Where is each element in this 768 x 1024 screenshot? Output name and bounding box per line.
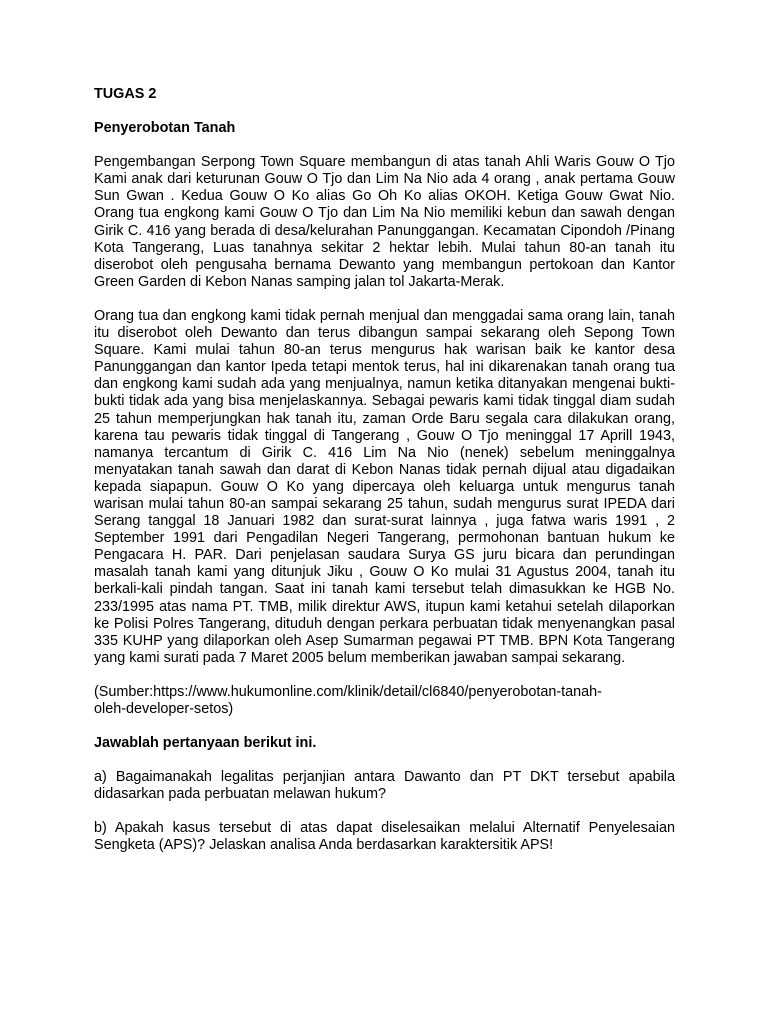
paragraph-1: Pengembangan Serpong Town Square membangun di atas tanah Ahli Waris Gouw O Tjo Kami anak dari keturunan Gouw O Tjo dan Lim Na Nio ada 4 orang , anak pertama Gouw Sun Gwan . Kedua Gouw O Ko alias Go Oh Ko alias OKOH. Ketiga Gouw Gwat Nio. Orang tua engkong kami Gouw O Tjo dan Lim Na Nio memiliki kebun dan sawah dengan Girik C. 416 yang berada di desa/kelurahan Panunggangan. Kecamatan Cipondoh /Pinang Kota Tangerang, Luas tanahnya sekitar 2 hektar lebih. Mulai tahun 80-an tanah itu diserobot oleh pengusaha bernama Dewanto yang membangun pertokoan dan Kantor Green Garden di Kebon Nanas samping jalan tol Jakarta-Merak. (94, 154, 675, 290)
document-page (94, 86, 675, 855)
question-a: a) Bagaimanakah legalitas perjanjian antara Dawanto dan PT DKT tersebut apabila didasarkan pada perbuatan melawan hukum? (94, 769, 675, 803)
source-line-1: (Sumber:https://www.hukumonline.com/klinik/detail/cl6840/penyerobotan-tanah- (94, 683, 602, 700)
source-line-2: oleh-developer-setos) (94, 701, 234, 717)
paragraph-2: Orang tua dan engkong kami tidak pernah menjual dan menggadai sama orang lain, tanah itu diserobot oleh Dewanto dan terus dibangun sampai sekarang oleh Sepong Town Square. Kami mulai tahun 80-an terus mengurus hak warisan baik ke kantor desa Panunggangan dan kantor Ipeda tetapi mentok terus, hal ini dikarenakan tanah orang tua dan engkong kami sudah ada yang menjualnya, namun ketika ditanyakan mengenai bukti-bukti tidak ada yang bisa menjelaskannya. Sebagai pewaris kami tidak tinggal diam sudah 25 tahun memperjungkan hak tanah itu, zaman Orde Baru segala cara dilakukan orang, karena tau pewaris tidak tinggal di Tangerang , Gouw O Tjo meninggal 17 Aprill 1943, namanya tercantum di Girik C. 416 Lim Na Nio (nenek) sebelum meninggalnya menyatakan tanah sawah dan darat di Kebon Nanas tidak pernah dijual atau digadaikan kepada siapapun. Gouw O Ko yang dipercaya oleh keluarga untuk mengurus tanah warisan mulai tahun 80-an sampai sekarang 25 tahun, sudah mengurus surat IPEDA dari Serang tanggal 18 Januari 1982 dan surat-surat lainnya , juga fatwa waris 1991 , 2 September 1991 dari Pengadilan Negeri Tangerang, permohonan bantuan hukum ke Pengacara H. PAR. Dari penjelasan saudara Surya GS juru bicara dan perundingan masalah tanah kami yang ditunjuk Jiku , Gouw O Ko mulai 31 Agustus 2004, tanah itu berkali-kali pindah tangan. Saat ini tanah kami tersebut telah dimasukkan ke HGB No. 233/1995 atas nama PT. TMB, milik direktur AWS, itupun kami ketahui setelah dilaporkan ke Polisi Polres Tangerang, dituduh dengan perkara perbuatan tidak menyenangkan pasal 335 KUHP yang dilaporkan oleh Asep Sumarman pegawai PT TMB. BPN Kota Tangerang yang kami surati pada 7 Maret 2005 belum memberikan jawaban sampai sekarang. (94, 307, 675, 666)
question-b: b) Apakah kasus tersebut di atas dapat diselesaikan melalui Alternatif Penyelesaian Sengketa (APS)? Jelaskan analisa Anda berdasarkan karaktersitik APS! (94, 820, 675, 854)
instruction-heading: Jawablah pertanyaan berikut ini. (94, 735, 317, 752)
document-subtitle: Penyerobotan Tanah (94, 120, 236, 137)
document-title: TUGAS 2 (94, 86, 157, 102)
